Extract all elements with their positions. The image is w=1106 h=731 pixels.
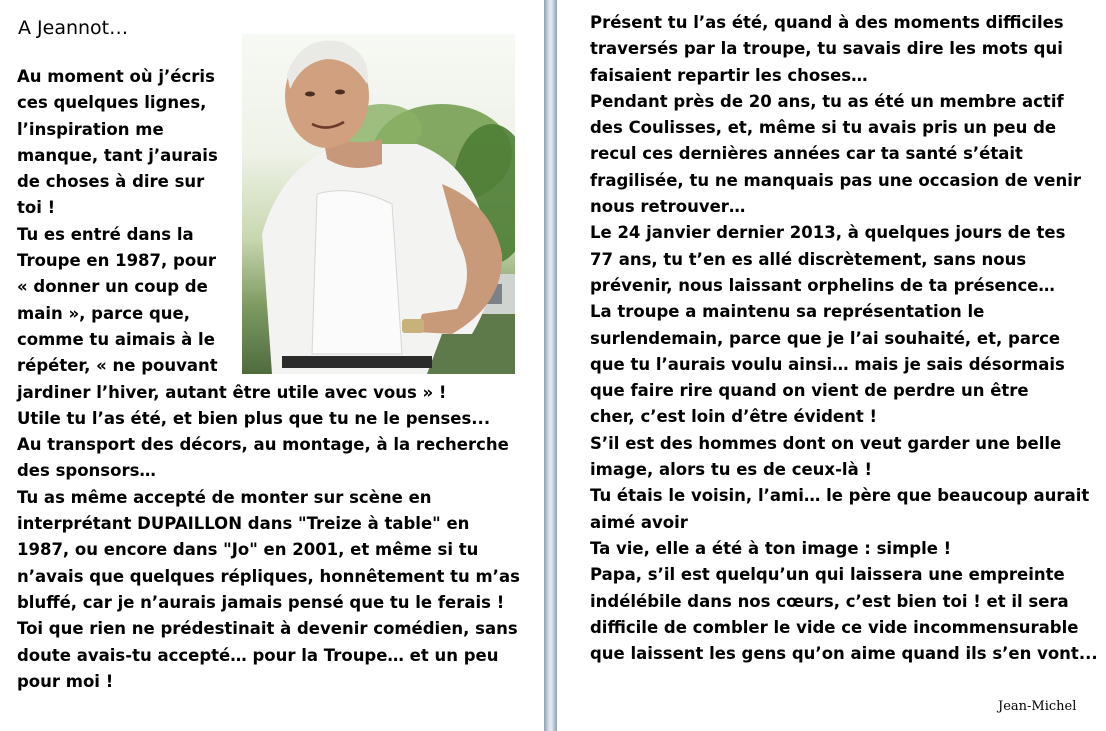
right-page-text (590, 10, 1098, 667)
text-line: 77 ans, tu t’en es allé discrètement, sans nous (590, 249, 1027, 269)
text-line: des sponsors… (17, 461, 156, 481)
text-line: interprétant DUPAILLON dans "Treize à table" en (17, 514, 470, 534)
text-line: cher, c’est loin d’être évident ! (590, 407, 878, 427)
text-line: l’inspiration me (17, 119, 164, 139)
text-line: bluffé, car je n’aurais jamais pensé que tu le ferais ! (17, 592, 505, 612)
left-page-text (17, 64, 532, 695)
text-line: Tu étais le voisin, l’ami… le père que beaucoup aurait (590, 486, 1090, 506)
text-line: faisaient repartir les choses… (590, 65, 868, 85)
text-line: S’il est des hommes dont on veut garder une belle (590, 433, 1062, 453)
text-line: nous retrouver… (590, 197, 746, 217)
text-line: difficile de combler le vide ce vide incommensurable (590, 617, 1079, 637)
text-line: Tu es entré dans la (17, 224, 194, 244)
page-gutter (544, 0, 557, 731)
text-line: comme tu aimais à le (17, 329, 215, 349)
text-line: jardiner l’hiver, autant être utile avec vous » ! (17, 382, 447, 402)
text-line: « donner un coup de (17, 277, 208, 297)
text-line: Ta vie, elle a été à ton image : simple ! (590, 538, 952, 558)
text-line: Le 24 janvier dernier 2013, à quelques jours de tes (590, 223, 1066, 243)
text-line: 1987, ou encore dans "Jo" en 2001, et même si tu (17, 540, 479, 560)
text-line: recul ces dernières années car ta santé s’était (590, 144, 1023, 164)
text-line: Présent tu l’as été, quand à des moments difficiles (590, 13, 1064, 32)
text-line: main », parce que, (17, 303, 190, 323)
page-title: A Jeannot… (18, 17, 129, 39)
text-line: Toi que rien ne prédestinait à devenir comédien, sans (17, 619, 518, 639)
text-line: surlendemain, parce que je l’ai souhaité, et, parce (590, 328, 1061, 348)
text-line: traversés par la troupe, tu savais dire les mots qui (590, 39, 1063, 59)
text-line: fragilisée, tu ne manquais pas une occasion de venir (590, 170, 1081, 190)
text-line: indélébile dans nos cœurs, c’est bien toi ! et il sera (590, 591, 1069, 611)
text-line: ces quelques lignes, (17, 93, 207, 113)
right-page (557, 0, 1106, 731)
text-line: manque, tant j’aurais (17, 145, 218, 165)
text-line: pour moi ! (17, 671, 114, 691)
text-line: prévenir, nous laissant orphelins de ta présence… (590, 275, 1055, 295)
text-line: Tu as même accepté de monter sur scène en (17, 487, 432, 507)
text-line: de choses à dire sur (17, 172, 205, 192)
text-line: que tu l’aurais voulu ainsi… mais je sais désormais (590, 354, 1065, 374)
text-line: La troupe a maintenu sa représentation le (590, 302, 985, 322)
left-page (0, 0, 544, 731)
text-line: Troupe en 1987, pour (17, 251, 217, 271)
text-line: n’avais que quelques répliques, honnêtement tu m’as (17, 566, 520, 586)
text-line: doute avais-tu accepté… pour la Troupe… et un peu (17, 645, 499, 665)
text-line: que laissent les gens qu’on aime quand ils s’en vont... (590, 644, 1098, 664)
text-line: aimé avoir (590, 512, 688, 532)
text-line: des Coulisses, et, même si tu avais pris un peu de (590, 118, 1057, 138)
text-line: répéter, « ne pouvant (17, 356, 218, 376)
text-line: image, alors tu es de ceux-là ! (590, 460, 872, 480)
text-line: que faire rire quand on vient de perdre un être (590, 381, 1029, 401)
text-line: Au moment où j’écris (17, 67, 215, 86)
text-line: Papa, s’il est quelqu’un qui laissera une empreinte (590, 565, 1065, 585)
text-line: Pendant près de 20 ans, tu as été un membre actif (590, 91, 1064, 111)
text-line: Au transport des décors, au montage, à la recherche (17, 435, 509, 455)
signature: Jean-Michel (998, 699, 1077, 714)
text-line: toi ! (17, 198, 56, 218)
text-line: Utile tu l’as été, et bien plus que tu ne le penses... (17, 408, 491, 428)
